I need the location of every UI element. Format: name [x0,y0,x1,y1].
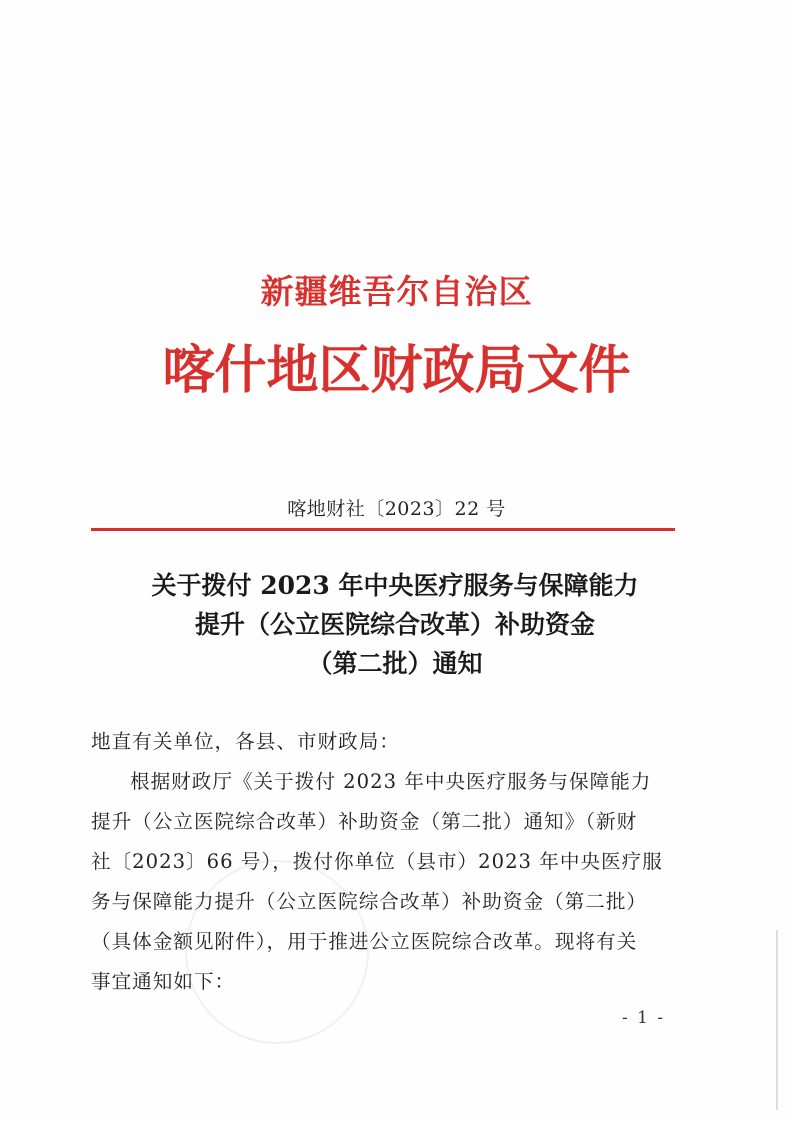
issuing-region: 新疆维吾尔自治区 [260,272,533,311]
page-number: - 1 - [622,1008,666,1028]
scan-edge-mark [776,930,778,1110]
paragraph-line: 事宜通知如下： [91,970,236,993]
faint-seal-mark [185,860,369,1044]
paragraph-line: 社〔2023〕66 号），拨付你单位（县市）2023 年中央医疗服 [91,850,663,873]
document-title [80,566,710,683]
title-line-3: （第二批）通知 [307,649,483,678]
paragraph-line: 根据财政厅《关于拨付 2023 年中央医疗服务与保障能力 [130,770,652,793]
document-body [91,722,699,1002]
issuing-authority-title: 喀什地区财政局文件 [162,341,631,401]
salutation: 地直有关单位，各县、市财政局： [91,730,400,753]
paragraph-line: 务与保障能力提升（公立医院综合改革）补助资金（第二批） [91,890,648,913]
title-line-2: 提升（公立医院综合改革）补助资金 [194,610,595,639]
title-line-1: 关于拨付 2023 年中央医疗服务与保障能力 [151,571,639,600]
document-number: 喀地财社〔2023〕22 号 [287,498,506,520]
red-separator-line [91,528,675,531]
paragraph-line: 提升（公立医院综合改革）补助资金（第二批）通知》（新财 [91,810,638,833]
paragraph-line: （具体金额见附件），用于推进公立医院综合改革。现将有关 [91,930,638,953]
